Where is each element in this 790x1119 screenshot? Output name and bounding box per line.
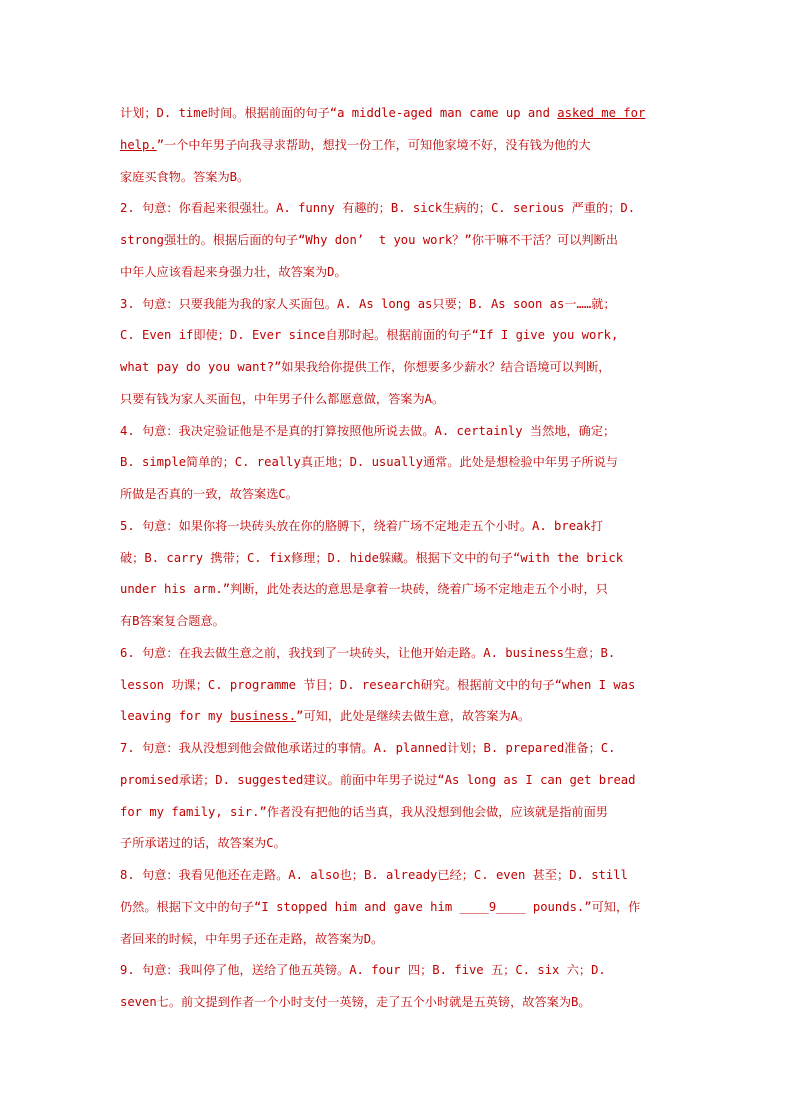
text-segment: 中年人应该看起来身强力壮，故答案为D。 xyxy=(120,264,347,279)
text-segment: 家庭买食物。答案为B。 xyxy=(120,169,250,184)
text-line xyxy=(120,579,608,599)
text-segment: what pay do you want?”如果我给你提供工作，你想要多少薪水？结合语境可以判断， xyxy=(120,360,611,374)
text-segment: under his arm.”判断，此处表达的意思是拿着一块砖，绕着广场不定地走五个小时，只 xyxy=(120,582,608,597)
underlined-text: business. xyxy=(230,709,297,724)
text-segment: promised承诺；D. suggested建议。前面中年男子说过“As long as I can get bread xyxy=(120,772,636,787)
text-line xyxy=(120,103,645,123)
text-segment: 仍然。根据下文中的句子“I stopped him and gave him ____9____ pounds.”可知，作 xyxy=(120,899,641,914)
text-segment: 4. 句意：我决定验证他是不是真的打算按照他所说去做。A. certainly 当然地，确定； xyxy=(120,423,616,438)
text-segment: lesson 功课；C. programme 节目；D. research研究。根据前文中的句子“when I was xyxy=(120,677,636,692)
text-line xyxy=(120,548,623,568)
text-segment: 2. 句意：你看起来很强壮。A. funny 有趣的；B. sick生病的；C. serious 严重的；D. xyxy=(120,201,636,216)
text-segment: 计划；D. time时间。根据前面的句子“a middle-aged man came up and xyxy=(120,106,558,120)
text-segment: 子所承诺过的话，故答案为C。 xyxy=(120,836,286,851)
text-line xyxy=(120,770,636,790)
text-line xyxy=(120,452,618,472)
text-segment: C. Even if即使；D. Ever since自那时起。根据前面的句子“If I give you work, xyxy=(120,328,619,343)
text-segment: 破；B. carry 携带；C. fix修理；D. hide躲藏。根据下文中的句子“with the brick xyxy=(120,550,624,565)
text-line xyxy=(120,167,249,187)
text-line xyxy=(120,389,444,409)
text-line xyxy=(120,960,606,980)
text-line xyxy=(120,421,615,441)
text-segment: 者回来的时候，中年男子还在走路，故答案为D。 xyxy=(120,931,384,946)
text-line xyxy=(120,484,298,504)
text-line xyxy=(120,675,635,695)
text-line xyxy=(120,516,603,536)
text-segment: 3. 句意：只要我能为我的家人买面包。A. As long as只要；B. As soon as一……就； xyxy=(120,296,616,311)
text-line xyxy=(120,294,616,314)
text-line xyxy=(120,897,640,917)
text-line xyxy=(120,230,618,250)
text-line xyxy=(120,643,615,663)
text-segment: 8. 句意：我看见他还在走路。A. also也；B. already已经；C. even 甚至；D. still xyxy=(120,868,628,882)
text-line xyxy=(120,198,635,218)
text-segment: 只要有钱为家人买面包，中年男子什么都愿意做，答案为A。 xyxy=(120,391,445,406)
text-segment: 6. 句意：在我去做生意之前，我找到了一块砖头，让他开始走路。A. business生意；B. xyxy=(120,645,616,660)
text-line xyxy=(120,929,383,949)
text-segment: for my family, sir.”作者没有把他的话当真，我从没想到他会做，应该就是指前面男 xyxy=(120,804,608,819)
text-segment: 7. 句意：我从没想到他会做他承诺过的事情。A. planned计划；B. prepared准备；C. xyxy=(120,741,616,755)
text-segment: 9. 句意：我叫停了他，送给了他五英镑。A. four 四；B. five 五；C. six 六；D. xyxy=(120,963,606,978)
text-segment: ”可知，此处是继续去做生意，故答案为A。 xyxy=(296,709,531,724)
text-line xyxy=(120,325,618,345)
text-line xyxy=(120,357,611,377)
text-segment: 所做是否真的一致，故答案选C。 xyxy=(120,487,298,501)
text-line xyxy=(120,833,286,853)
text-line xyxy=(120,706,530,726)
underlined-text: help. xyxy=(120,137,157,152)
underlined-text: asked me for xyxy=(557,106,646,120)
text-line xyxy=(120,262,347,282)
text-line xyxy=(120,611,225,631)
text-line xyxy=(120,135,591,155)
text-segment: leaving for my xyxy=(120,709,231,724)
text-segment: B. simple简单的；C. really真正地；D. usually通常。此处是想检验中年男子所说与 xyxy=(120,455,618,470)
text-segment: seven七。前文提到作者一个小时支付一英镑，走了五个小时就是五英镑，故答案为B。 xyxy=(120,995,591,1009)
text-segment: 5. 句意：如果你将一块砖头放在你的胳膊下，绕着广场不定地走五个小时。A. break打 xyxy=(120,518,603,533)
text-segment: ”一个中年男子向我寻求帮助，想找一份工作，可知他家境不好，没有钱为他的大 xyxy=(156,137,591,152)
text-line xyxy=(120,738,615,758)
text-segment: 有B答案复合题意。 xyxy=(120,614,225,628)
text-line xyxy=(120,992,591,1012)
text-line xyxy=(120,865,628,885)
text-line xyxy=(120,802,608,822)
text-segment: strong强壮的。根据后面的句子“Why don’ t you work？”你干嘛不干活？可以判断出 xyxy=(120,233,618,247)
